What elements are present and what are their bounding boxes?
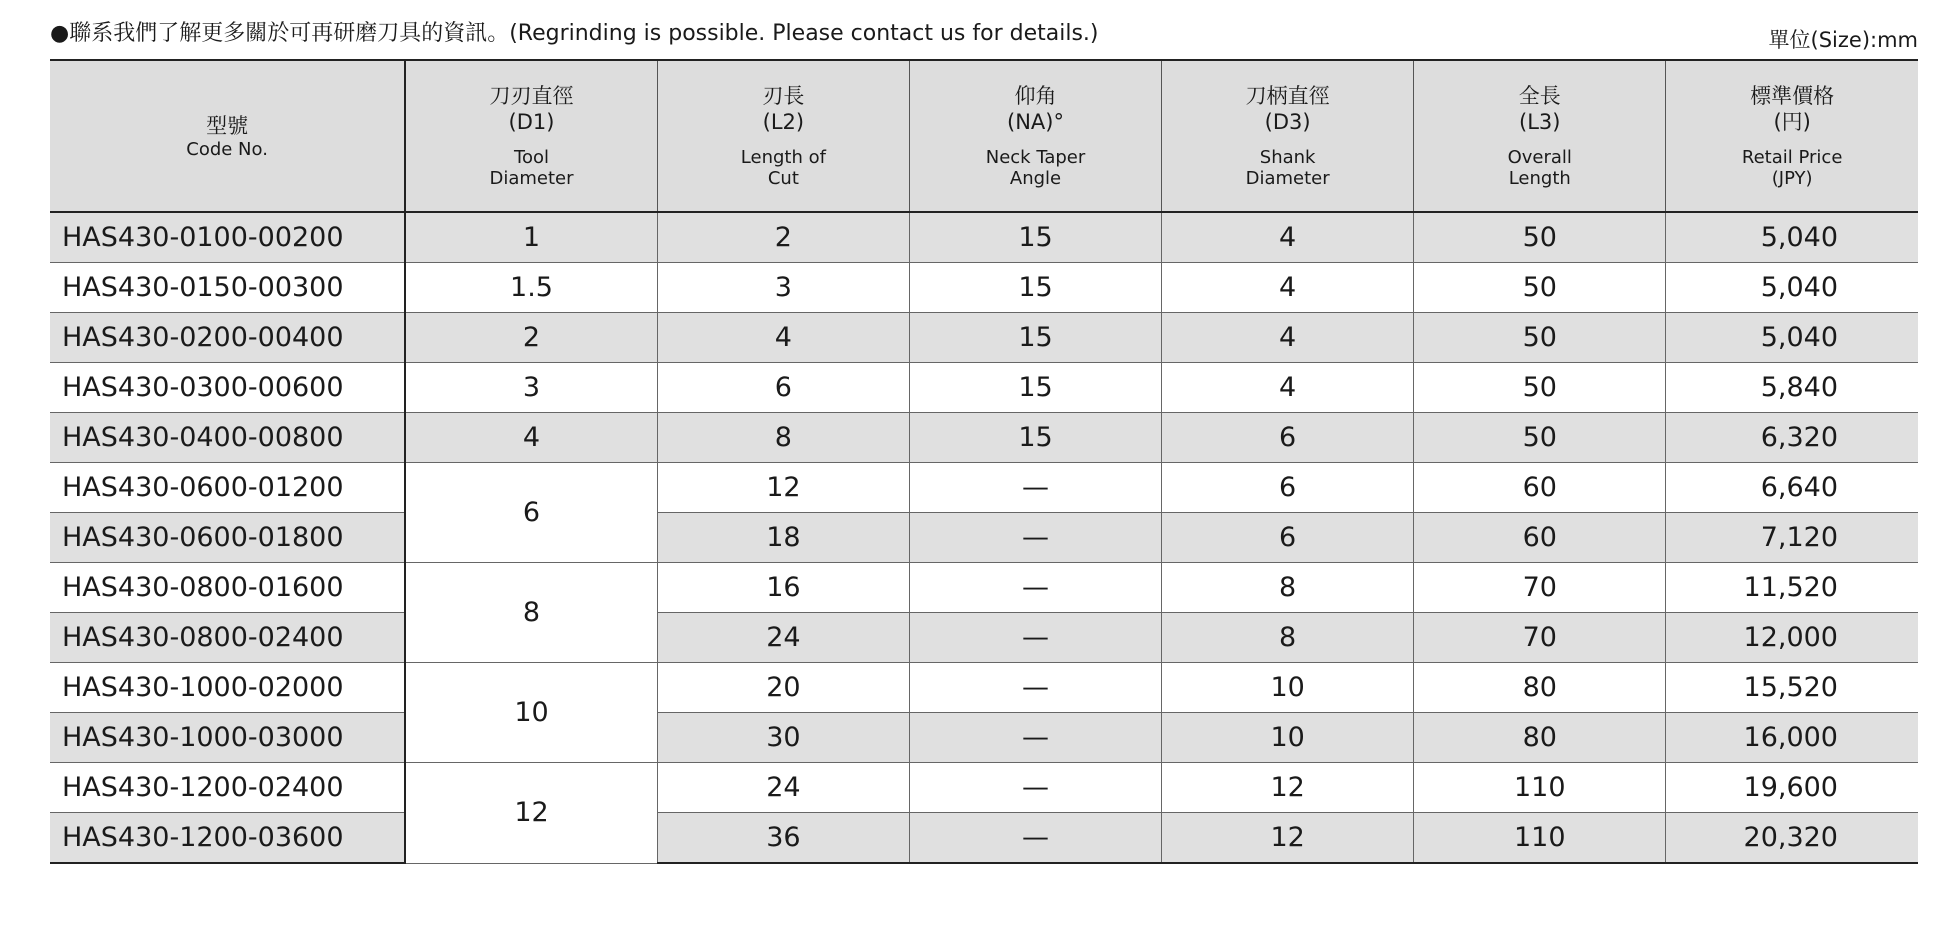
length-of-cut-cell: 24 (657, 763, 909, 813)
neck-taper-angle-cell: — (909, 613, 1161, 663)
code-cell: HAS430-0400-00800 (50, 413, 405, 463)
price-cell: 7,120 (1666, 513, 1918, 563)
neck-taper-angle-cell: — (909, 513, 1161, 563)
code-cell: HAS430-1200-03600 (50, 813, 405, 864)
length-of-cut-cell: 24 (657, 613, 909, 663)
neck-taper-angle-cell: — (909, 713, 1161, 763)
neck-taper-angle-cell: 15 (909, 363, 1161, 413)
header-neck-taper-angle: 仰角 (NA)° Neck Taper Angle (909, 60, 1161, 212)
tool-diameter-cell: 4 (405, 413, 657, 463)
header-retail-price: 標準價格 (円) Retail Price (JPY) (1666, 60, 1918, 212)
length-of-cut-cell: 12 (657, 463, 909, 513)
price-cell: 5,040 (1666, 263, 1918, 313)
length-of-cut-cell: 8 (657, 413, 909, 463)
shank-diameter-cell: 6 (1162, 463, 1414, 513)
code-cell: HAS430-0800-01600 (50, 563, 405, 613)
shank-diameter-cell: 4 (1162, 363, 1414, 413)
length-of-cut-cell: 30 (657, 713, 909, 763)
shank-diameter-cell: 4 (1162, 263, 1414, 313)
header-overall-length: 全長 (L3) Overall Length (1414, 60, 1666, 212)
price-cell: 5,840 (1666, 363, 1918, 413)
overall-length-cell: 110 (1414, 813, 1666, 864)
price-cell: 12,000 (1666, 613, 1918, 663)
length-of-cut-cell: 16 (657, 563, 909, 613)
table-row (50, 363, 1918, 413)
overall-length-cell: 50 (1414, 212, 1666, 263)
length-of-cut-cell: 36 (657, 813, 909, 864)
overall-length-cell: 70 (1414, 563, 1666, 613)
code-cell: HAS430-0100-00200 (50, 212, 405, 263)
overall-length-cell: 50 (1414, 413, 1666, 463)
overall-length-cell: 60 (1414, 513, 1666, 563)
price-cell: 6,320 (1666, 413, 1918, 463)
overall-length-cell: 80 (1414, 713, 1666, 763)
overall-length-cell: 50 (1414, 263, 1666, 313)
tool-diameter-cell: 6 (405, 463, 657, 563)
table-row (50, 463, 1918, 513)
length-of-cut-cell: 6 (657, 363, 909, 413)
overall-length-cell: 50 (1414, 363, 1666, 413)
code-cell: HAS430-0200-00400 (50, 313, 405, 363)
tool-diameter-cell: 8 (405, 563, 657, 663)
table-row (50, 212, 1918, 263)
price-cell: 15,520 (1666, 663, 1918, 713)
shank-diameter-cell: 4 (1162, 313, 1414, 363)
code-cell: HAS430-1000-03000 (50, 713, 405, 763)
header-length-of-cut: 刃長 (L2) Length of Cut (657, 60, 909, 212)
table-row (50, 763, 1918, 813)
shank-diameter-cell: 4 (1162, 212, 1414, 263)
code-cell: HAS430-1200-02400 (50, 763, 405, 813)
code-cell: HAS430-0300-00600 (50, 363, 405, 413)
shank-diameter-cell: 8 (1162, 613, 1414, 663)
table-row (50, 613, 1918, 663)
price-cell: 6,640 (1666, 463, 1918, 513)
shank-diameter-cell: 12 (1162, 763, 1414, 813)
code-cell: HAS430-0800-02400 (50, 613, 405, 663)
shank-diameter-cell: 8 (1162, 563, 1414, 613)
table-row (50, 813, 1918, 864)
shank-diameter-cell: 10 (1162, 663, 1414, 713)
tool-diameter-cell: 2 (405, 313, 657, 363)
header-code: 型號 Code No. (50, 60, 405, 212)
product-spec-table (50, 59, 1918, 864)
overall-length-cell: 50 (1414, 313, 1666, 363)
tool-diameter-cell: 1.5 (405, 263, 657, 313)
table-row (50, 313, 1918, 363)
price-cell: 5,040 (1666, 212, 1918, 263)
neck-taper-angle-cell: — (909, 463, 1161, 513)
table-row (50, 413, 1918, 463)
length-of-cut-cell: 2 (657, 212, 909, 263)
table-row (50, 513, 1918, 563)
code-cell: HAS430-0600-01200 (50, 463, 405, 513)
code-cell: HAS430-0600-01800 (50, 513, 405, 563)
neck-taper-angle-cell: — (909, 563, 1161, 613)
neck-taper-angle-cell: 15 (909, 263, 1161, 313)
shank-diameter-cell: 12 (1162, 813, 1414, 864)
shank-diameter-cell: 10 (1162, 713, 1414, 763)
contact-note: ●聯系我們了解更多關於可再研磨刀具的資訊。(Regrinding is possible. Please contact us for details.) (50, 21, 1099, 46)
neck-taper-angle-cell: — (909, 813, 1161, 864)
price-cell: 5,040 (1666, 313, 1918, 363)
neck-taper-angle-cell: — (909, 663, 1161, 713)
table-header-row (50, 60, 1918, 212)
neck-taper-angle-cell: — (909, 763, 1161, 813)
table-row (50, 713, 1918, 763)
length-of-cut-cell: 20 (657, 663, 909, 713)
length-of-cut-cell: 3 (657, 263, 909, 313)
length-of-cut-cell: 18 (657, 513, 909, 563)
header-tool-diameter: 刀刃直徑 (D1) Tool Diameter (405, 60, 657, 212)
neck-taper-angle-cell: 15 (909, 212, 1161, 263)
overall-length-cell: 70 (1414, 613, 1666, 663)
shank-diameter-cell: 6 (1162, 413, 1414, 463)
price-cell: 16,000 (1666, 713, 1918, 763)
table-row (50, 563, 1918, 613)
price-cell: 19,600 (1666, 763, 1918, 813)
tool-diameter-cell: 10 (405, 663, 657, 763)
neck-taper-angle-cell: 15 (909, 313, 1161, 363)
overall-length-cell: 80 (1414, 663, 1666, 713)
overall-length-cell: 60 (1414, 463, 1666, 513)
tool-diameter-cell: 12 (405, 763, 657, 864)
neck-taper-angle-cell: 15 (909, 413, 1161, 463)
table-row (50, 663, 1918, 713)
tool-diameter-cell: 3 (405, 363, 657, 413)
unit-label: 單位(Size):mm (1768, 28, 1918, 52)
price-cell: 20,320 (1666, 813, 1918, 864)
overall-length-cell: 110 (1414, 763, 1666, 813)
length-of-cut-cell: 4 (657, 313, 909, 363)
table-row (50, 263, 1918, 313)
price-cell: 11,520 (1666, 563, 1918, 613)
tool-diameter-cell: 1 (405, 212, 657, 263)
shank-diameter-cell: 6 (1162, 513, 1414, 563)
code-cell: HAS430-0150-00300 (50, 263, 405, 313)
header-shank-diameter: 刀柄直徑 (D3) Shank Diameter (1162, 60, 1414, 212)
code-cell: HAS430-1000-02000 (50, 663, 405, 713)
